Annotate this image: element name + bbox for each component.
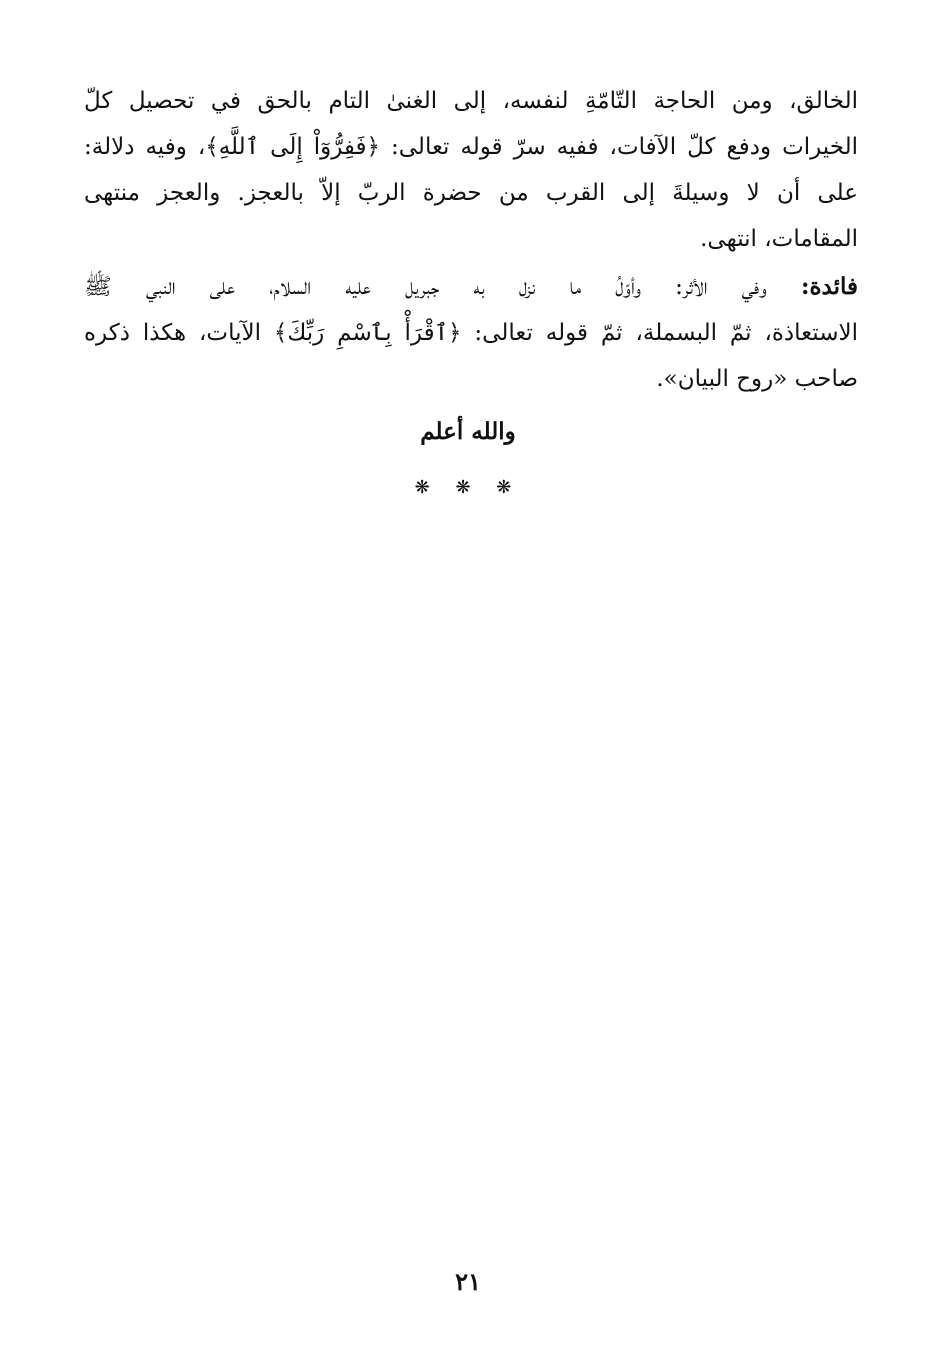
paragraph-1 bbox=[84, 78, 858, 262]
text-line: صاحب «روح البيان». bbox=[656, 366, 858, 392]
text-line: المقامات، انتهى. bbox=[700, 226, 858, 252]
paragraph-2 bbox=[84, 264, 858, 402]
closing-phrase: والله أعلم bbox=[420, 418, 516, 445]
text-line: على أن لا وسيلةَ إلى القرب من حضرة الربّ إلاّ بالعجز. والعجز منتهى bbox=[84, 180, 858, 206]
benefit-label: فائدة: bbox=[800, 273, 858, 300]
text-line bbox=[84, 264, 858, 310]
section-separator: ❋ ❋ ❋ bbox=[414, 477, 522, 498]
text-line: الخالق، ومن الحاجة التّامّةِ لنفسه، إلى الغنىٰ التام بالحق في تحصيل كلّ bbox=[84, 88, 858, 114]
page-number: ٢١ bbox=[455, 1267, 481, 1296]
text-line: الاستعاذة، ثمّ البسملة، ثمّ قوله تعالى: ﴿ٱقْرَأْ بِٱسْمِ رَبِّكَ﴾ الآيات، هكذا ذكره bbox=[84, 320, 858, 346]
text-line: الخيرات ودفع كلّ الآفات، ففيه سرّ قوله تعالى: ﴿فَفِرُّوٓاْ إِلَى ٱللَّهِ﴾، وفيه دلالة: bbox=[84, 134, 858, 160]
text-line-content: وفي الأثر: وأوّلُ ما نزل به جبريل عليه السلام، على النبي ﷺ bbox=[84, 274, 801, 300]
